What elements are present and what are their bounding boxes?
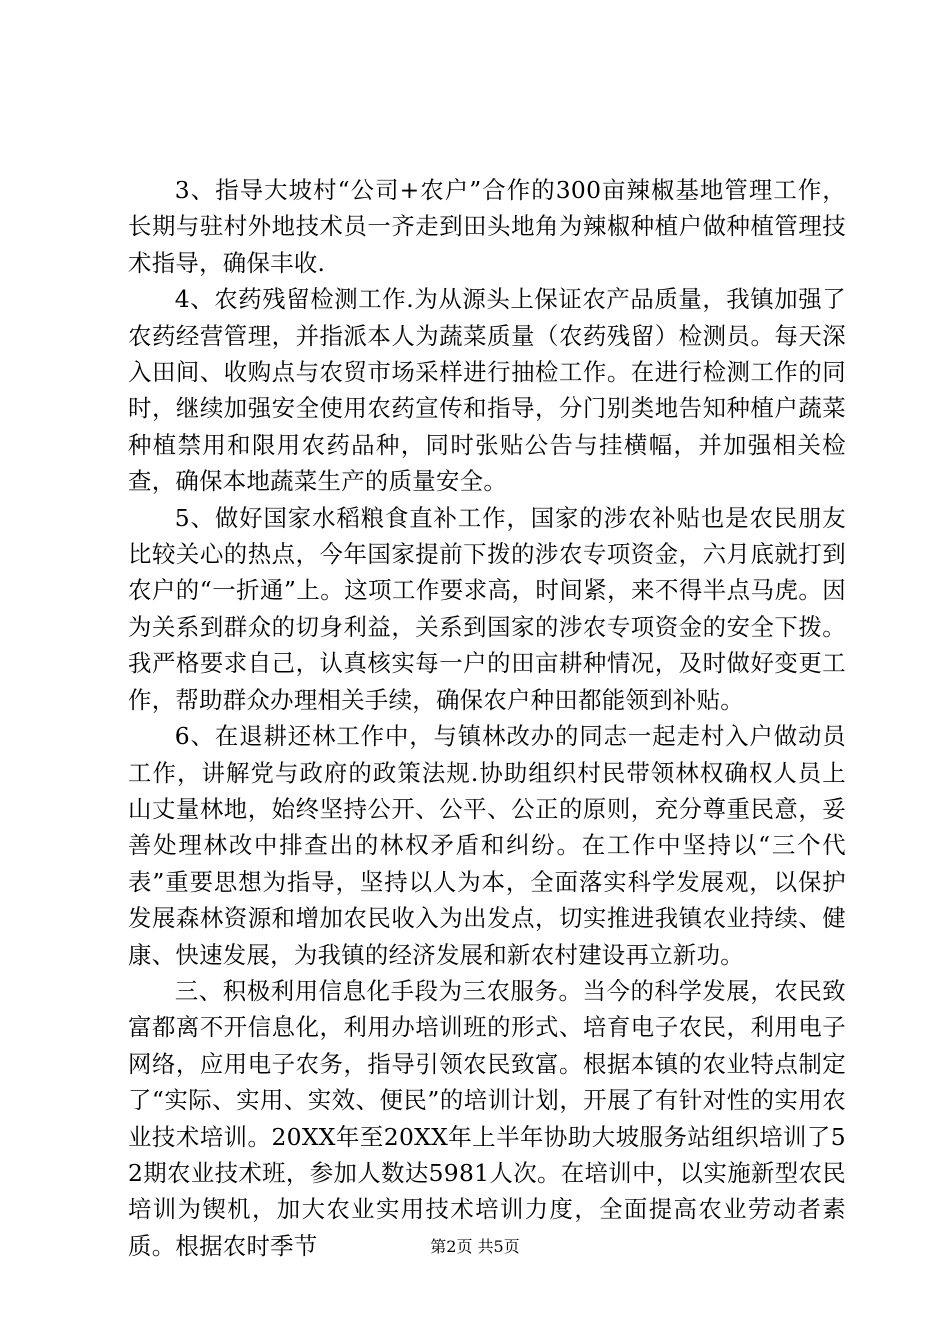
paragraph-forest-reform: 6、在退耕还林工作中，与镇林改办的同志一起走村入户做动员工作，讲解党与政府的政策法规.协助组织村民带领林权确权人员上山丈量林地，始终坚持公开、公平、公正的原则，充分尊重民意，妥善处理林改中排查出的林权矛盾和纠纷。在工作中坚持以“三个代表”重要思想为指导，坚持以人为本，全面落实科学发展观，以保护发展森林资源和增加农民收入为出发点，切实推进我镇农业持续、健康、快速发展，为我镇的经济发展和新农村建设再立新功。 [128, 722, 846, 969]
paragraph-chili-base: 3、指导大坡村“公司+农户”合作的300亩辣椒基地管理工作，长期与驻村外地技术员一齐走到田头地角为辣椒种植户做种植管理技术指导，确保丰收. [128, 176, 846, 277]
paragraph-informatization: 三、积极利用信息化手段为三农服务。当今的科学发展，农民致富都离不开信息化，利用办培训班的形式、培育电子农民，利用电子网络，应用电子农务，指导引领农民致富。根据本镇的农业特点制定了“实际、实用、实效、便民”的培训计划，开展了有针对性的实用农业技术培训。20XX年至20XX年上半年协助大坡服务站组织培训了52期农业技术班，参加人数达5981人次。在培训中，以实施新型农民培训为锲机，加大农业实用技术培训力度，全面提高农业劳动者素质。根据农时季节 [128, 976, 846, 1260]
paragraph-pesticide-testing: 4、农药残留检测工作.为从源头上保证农产品质量，我镇加强了农药经营管理，并指派本人为蔬菜质量（农药残留）检测员。每天深入田间、收购点与农贸市场采样进行抽检工作。在进行检测工作的同时，继续加强安全使用农药宣传和指导，分门别类地告知种植户蔬菜种植禁用和限用农药品种，同时张贴公告与挂横幅，并加强相关检查，确保本地蔬菜生产的质量安全。 [128, 285, 846, 496]
page-number-footer: 第2页 共5页 [430, 1237, 520, 1256]
paragraph-rice-subsidy: 5、做好国家水稻粮食直补工作，国家的涉农补贴也是农民朋友比较关心的热点，今年国家提前下拨的涉农专项资金，六月底就打到农户的“一折通”上。这项工作要求高，时间紧，来不得半点马虎。因为关系到群众的切身利益，关系到国家的涉农专项资金的安全下拨。我严格要求自己，认真核实每一户的田亩耕种情况，及时做好变更工作，帮助群众办理相关手续，确保农户种田都能领到补贴。 [128, 503, 846, 714]
body-text [128, 172, 846, 1264]
